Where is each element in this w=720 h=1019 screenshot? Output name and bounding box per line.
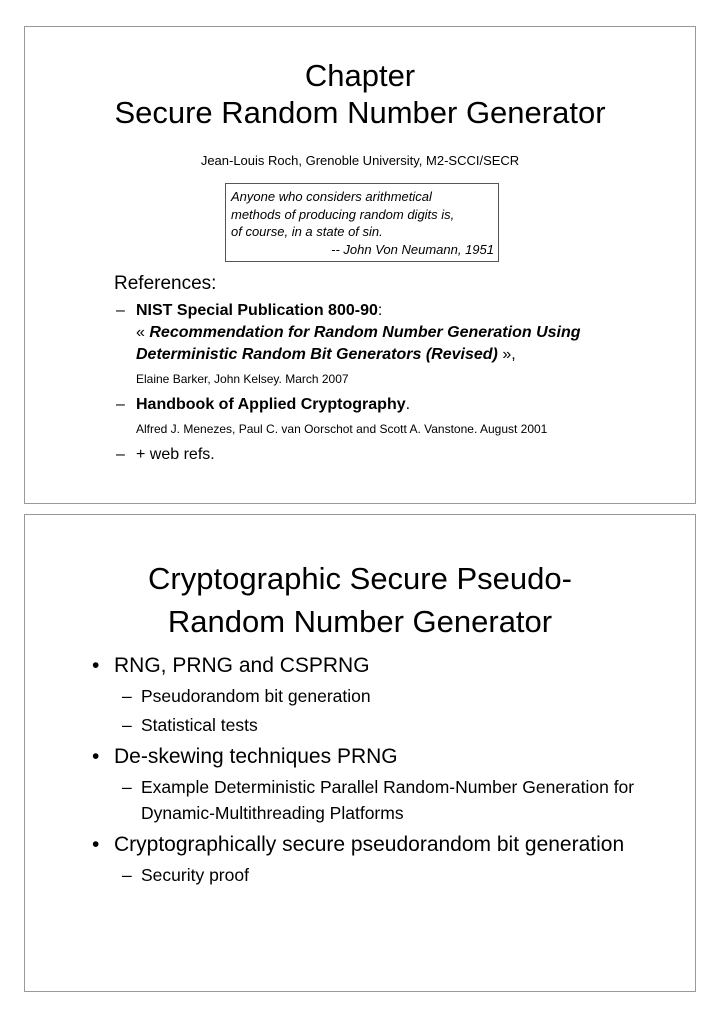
sub-bullet-item — [92, 774, 652, 826]
bullet-dot: • — [92, 833, 100, 856]
dash-bullet: – — [116, 446, 125, 463]
reference-item — [116, 300, 676, 392]
sub-bullet-text: Statistical tests — [141, 715, 258, 735]
sub-bullet-text: Pseudorandom bit generation — [141, 686, 371, 706]
references-list — [116, 300, 676, 468]
author-line: Jean-Louis Roch, Grenoble University, M2-SCCI/SECR — [200, 153, 520, 168]
quote-line-1: Anyone who considers arithmetical — [231, 189, 432, 204]
title-line-2: Secure Random Number Generator — [114, 95, 606, 130]
bullet-text: Cryptographically secure pseudorandom bit generation — [114, 833, 625, 856]
quote-attribution: -- John Von Neumann, 1951 — [331, 241, 494, 257]
dash-bullet: – — [122, 777, 132, 797]
slide-1 — [24, 26, 696, 504]
dash-bullet: – — [116, 302, 125, 319]
title-line-2: Random Number Generator — [167, 604, 553, 639]
bullet-text: De-skewing techniques PRNG — [114, 745, 398, 768]
dash-bullet: – — [116, 396, 125, 413]
close-quote: », — [502, 346, 516, 363]
reference-text: + web refs. — [136, 446, 215, 463]
dash-bullet: – — [122, 715, 132, 735]
quote-box — [225, 183, 499, 262]
bullet-item — [92, 651, 652, 680]
sub-bullet-item — [92, 683, 652, 709]
reference-authors: Elaine Barker, John Kelsey. March 2007 — [136, 372, 349, 386]
sub-bullet-text: Security proof — [141, 865, 249, 885]
reference-title-suffix: . — [405, 396, 411, 413]
quote-line-3: of course, in a state of sin. — [231, 224, 383, 239]
quote-line-2: methods of producing random digits is, — [231, 206, 455, 222]
slide-2-title — [25, 557, 695, 643]
title-line-1: Chapter — [304, 58, 416, 93]
reference-title-suffix: : — [377, 302, 383, 319]
sub-bullet-item — [92, 712, 652, 738]
title-line-1: Cryptographic Secure Pseudo- — [148, 561, 572, 596]
sub-bullet-text: Example Deterministic Parallel Random-Number Generation for Dynamic-Multithreading Platforms — [141, 777, 635, 823]
bullet-list — [92, 647, 652, 888]
bullet-dot: • — [92, 654, 100, 677]
reference-item — [116, 444, 676, 466]
dash-bullet: – — [122, 865, 132, 885]
bullet-dot: • — [92, 745, 100, 768]
slide-2 — [24, 514, 696, 992]
references-heading: References: — [114, 273, 217, 294]
bullet-item — [92, 742, 652, 771]
open-quote: « — [136, 324, 145, 341]
bullet-text: RNG, PRNG and CSPRNG — [114, 654, 370, 677]
reference-item — [116, 394, 676, 442]
sub-bullet-item — [92, 862, 652, 888]
reference-title: NIST Special Publication 800-90 — [136, 302, 378, 319]
slide-1-title — [25, 57, 695, 131]
reference-title: Handbook of Applied Cryptography — [136, 396, 406, 413]
dash-bullet: – — [122, 686, 132, 706]
reference-subtitle: Recommendation for Random Number Generation Using Deterministic Random Bit Generators (Revised) — [136, 324, 581, 363]
reference-authors: Alfred J. Menezes, Paul C. van Oorschot and Scott A. Vanstone. August 2001 — [136, 422, 548, 436]
bullet-item — [92, 830, 652, 859]
